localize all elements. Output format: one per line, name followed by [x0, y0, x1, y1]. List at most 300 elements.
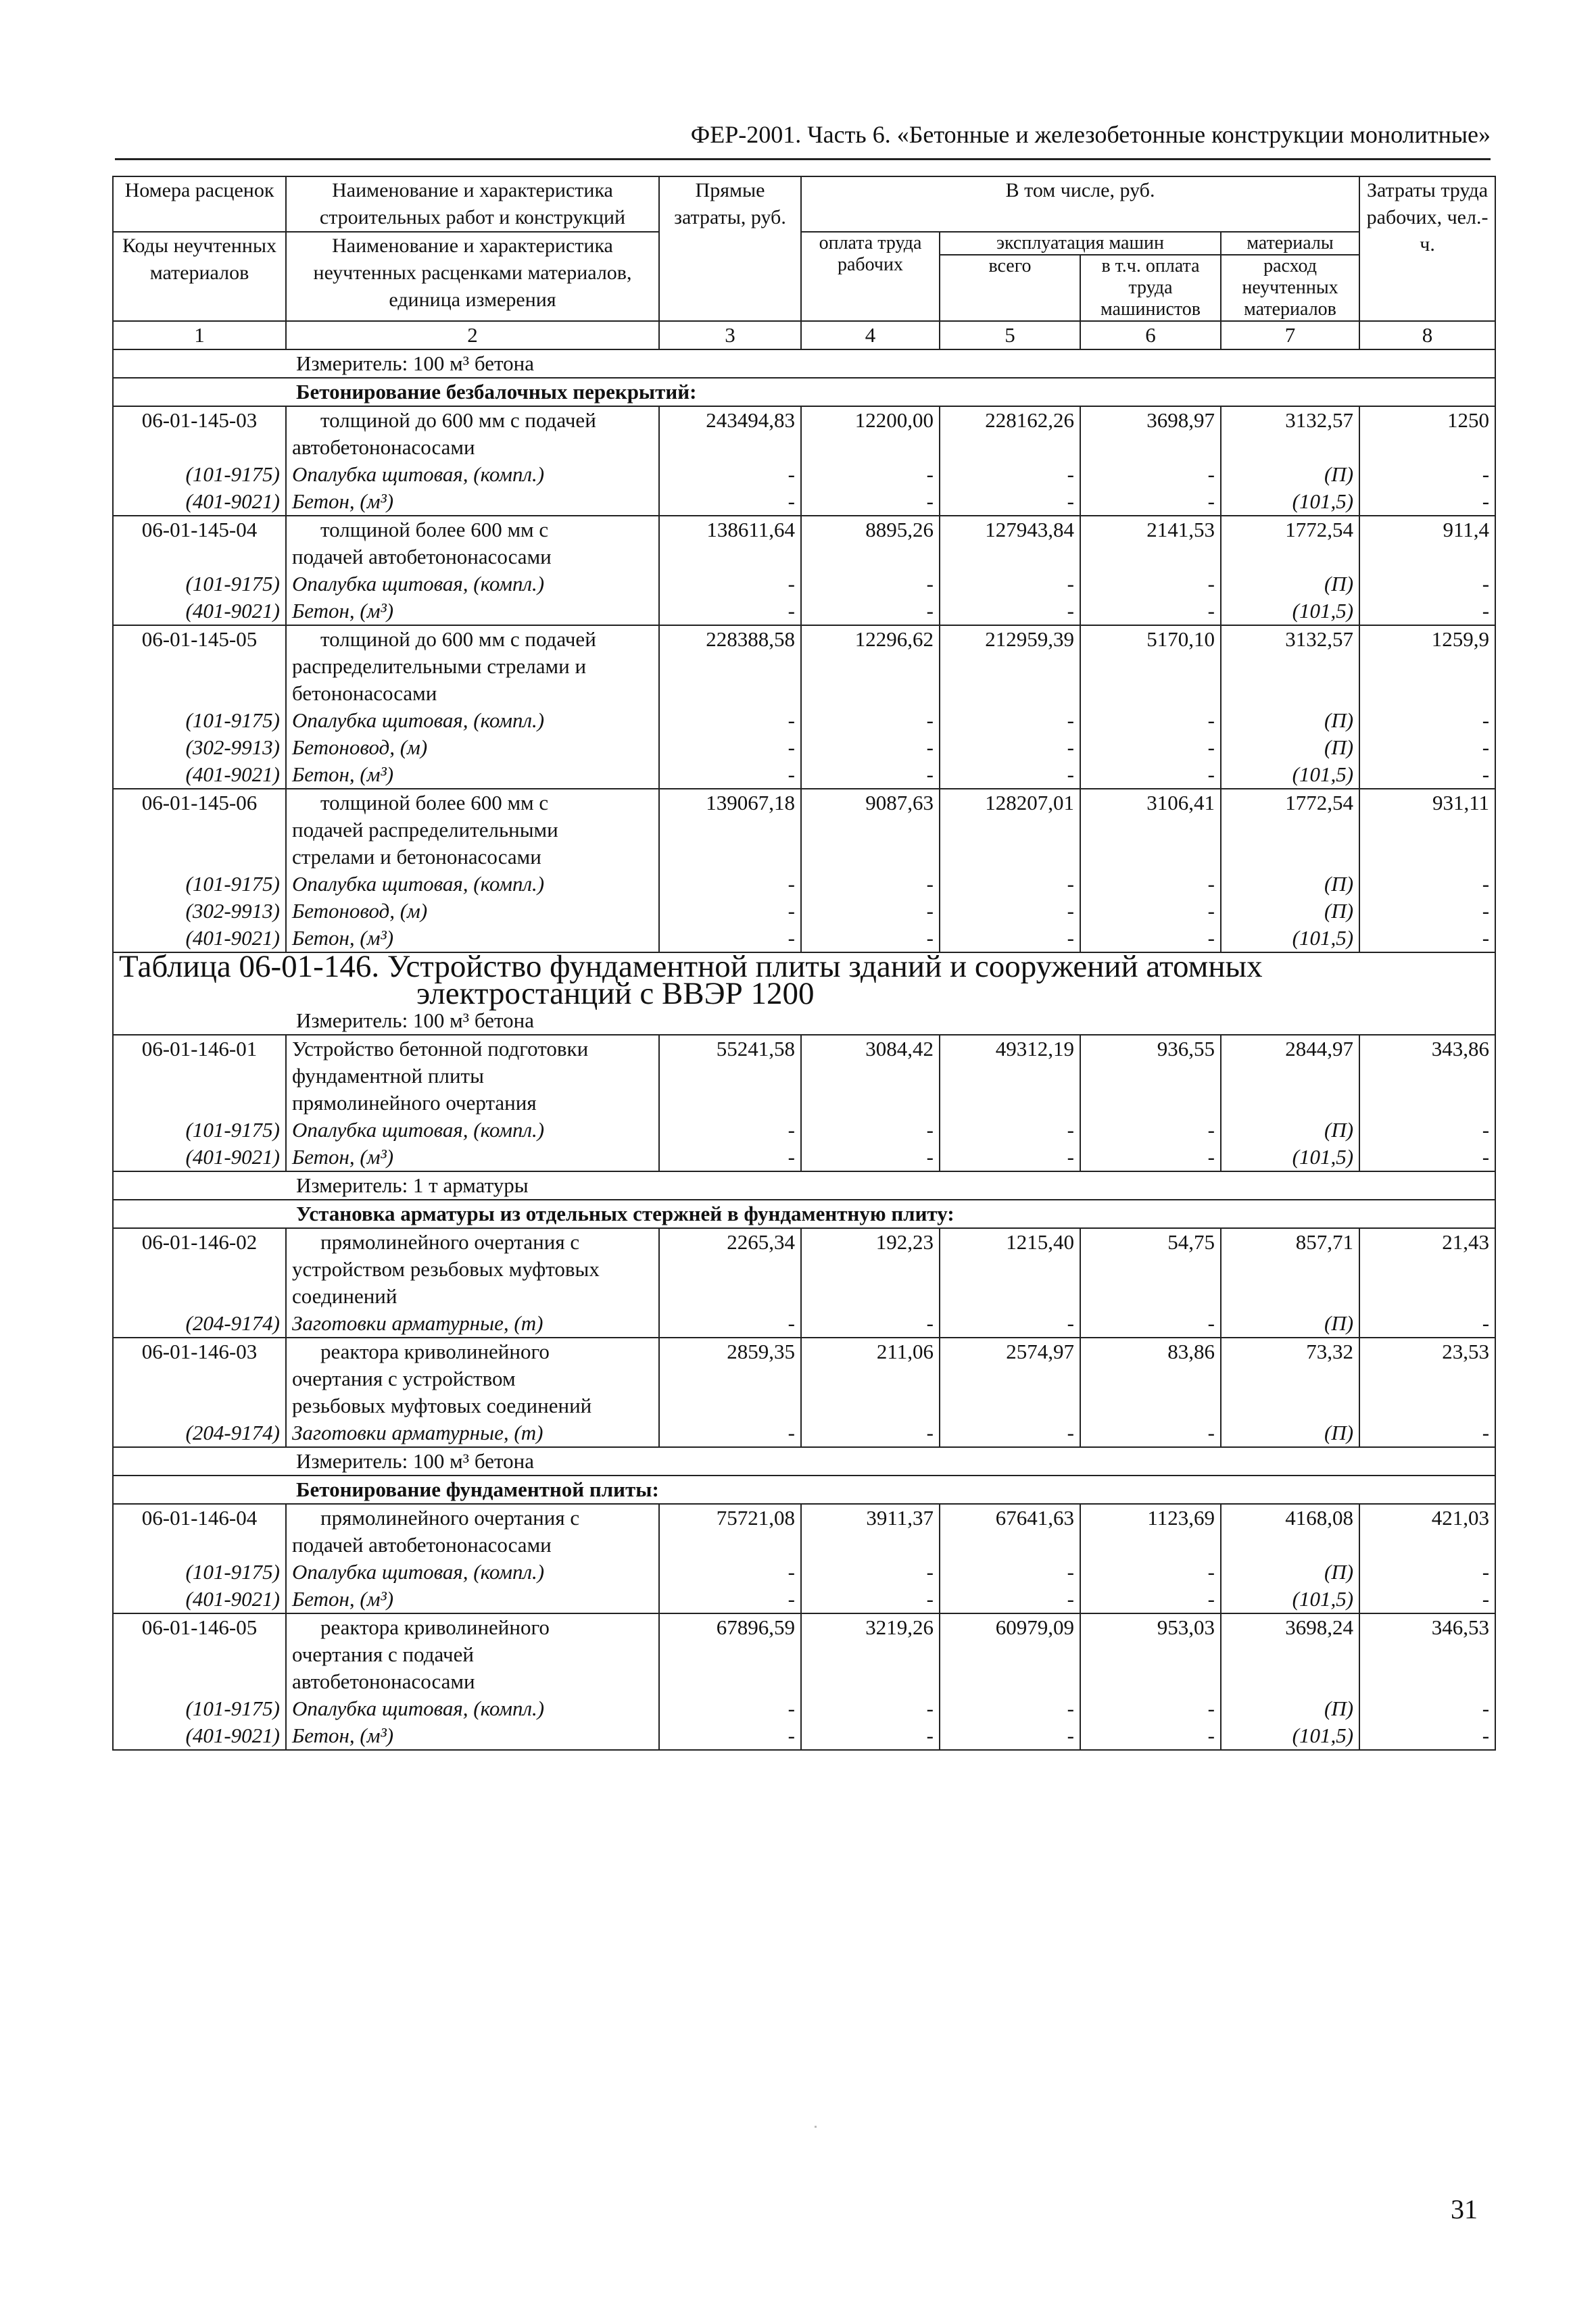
- column-number: 4: [801, 321, 940, 349]
- material-machinists: -: [1080, 734, 1221, 761]
- material-code: (101-9175): [113, 461, 286, 488]
- section-row: [113, 1476, 1495, 1504]
- material-row: [113, 1419, 1495, 1447]
- materials-cost: 73,32: [1221, 1338, 1359, 1419]
- machines-total: 212959,39: [940, 625, 1080, 707]
- materials-cost: 3132,57: [1221, 625, 1359, 707]
- measure-label: Измеритель: 100 м³ бетона: [113, 1447, 1495, 1476]
- table-row: [113, 1338, 1495, 1419]
- table-title-line2: электростанций с ВВЭР 1200: [416, 976, 815, 1011]
- price-table: [112, 176, 1496, 1751]
- measure-label: Измеритель: 1 т арматуры: [113, 1171, 1495, 1200]
- labor-hours: 931,11: [1359, 789, 1495, 871]
- machinists-pay: 936,55: [1080, 1035, 1221, 1117]
- material-machines: -: [940, 1559, 1080, 1586]
- material-consumption: (101,5): [1221, 1144, 1359, 1171]
- description-line: фундаментной плиты: [292, 1064, 484, 1088]
- material-name: Бетон, (м³): [286, 1586, 659, 1613]
- material-machines: -: [940, 570, 1080, 598]
- material-consumption: (П): [1221, 1419, 1359, 1447]
- machinists-pay: 1123,69: [1080, 1504, 1221, 1559]
- machinists-pay: 2141,53: [1080, 516, 1221, 570]
- description-line: подачей автобетононасосами: [292, 1533, 552, 1557]
- column-number: 5: [940, 321, 1080, 349]
- description-line: автобетононасосами: [292, 1670, 475, 1693]
- material-row: [113, 1695, 1495, 1722]
- rate-code: 06-01-146-02: [113, 1228, 286, 1310]
- description-line: прямолинейного очертания с: [320, 1506, 580, 1530]
- material-row: [113, 734, 1495, 761]
- material-labor: -: [1359, 1419, 1495, 1447]
- description-line: очертания с подачей: [292, 1642, 474, 1666]
- machinists-pay: 3106,41: [1080, 789, 1221, 871]
- material-direct: -: [659, 488, 801, 516]
- machines-total: 128207,01: [940, 789, 1080, 871]
- machines-total: 2574,97: [940, 1338, 1080, 1419]
- labor-hours: 343,86: [1359, 1035, 1495, 1117]
- material-labor: -: [1359, 1559, 1495, 1586]
- description-line: толщиной более 600 мм с: [320, 791, 549, 814]
- material-machinists: -: [1080, 898, 1221, 925]
- labor-hours: 1250: [1359, 406, 1495, 461]
- material-row: [113, 598, 1495, 625]
- material-row: [113, 898, 1495, 925]
- material-consumption: (101,5): [1221, 598, 1359, 625]
- material-code: (401-9021): [113, 925, 286, 952]
- material-name: Бетон, (м³): [286, 488, 659, 516]
- material-name: Бетон, (м³): [286, 1144, 659, 1171]
- material-name: Опалубка щитовая, (компл.): [286, 570, 659, 598]
- material-code: (101-9175): [113, 1695, 286, 1722]
- material-consumption: (П): [1221, 1310, 1359, 1338]
- material-labor: -: [1359, 461, 1495, 488]
- material-labor: -: [1359, 598, 1495, 625]
- material-pay: -: [801, 1695, 940, 1722]
- description-line: устройством резьбовых муфтовых: [292, 1257, 600, 1281]
- measure-row: [113, 1007, 1495, 1035]
- material-pay: -: [801, 1144, 940, 1171]
- material-code: (204-9174): [113, 1419, 286, 1447]
- material-labor: -: [1359, 1117, 1495, 1144]
- header-col1-top: Номера расценок: [113, 176, 286, 232]
- material-consumption: (101,5): [1221, 1722, 1359, 1750]
- section-heading: Установка арматуры из отдельных стержней в фундаментную плиту:: [113, 1200, 1495, 1228]
- material-consumption: (П): [1221, 707, 1359, 734]
- workers-pay: 9087,63: [801, 789, 940, 871]
- material-row: [113, 707, 1495, 734]
- materials-cost: 4168,08: [1221, 1504, 1359, 1559]
- material-machines: -: [940, 1310, 1080, 1338]
- material-name: Бетон, (м³): [286, 1722, 659, 1750]
- table-row: [113, 625, 1495, 707]
- column-number: 3: [659, 321, 801, 349]
- material-pay: -: [801, 734, 940, 761]
- header-materials-consumption: расход неучтенных материалов: [1221, 255, 1359, 321]
- description-line: бетононасосами: [292, 681, 437, 705]
- material-pay: -: [801, 925, 940, 952]
- materials-cost: 857,71: [1221, 1228, 1359, 1310]
- direct-cost: 2859,35: [659, 1338, 801, 1419]
- materials-cost: 3698,24: [1221, 1613, 1359, 1695]
- material-row: [113, 761, 1495, 789]
- material-machines: -: [940, 598, 1080, 625]
- material-pay: -: [801, 488, 940, 516]
- material-code: (401-9021): [113, 1586, 286, 1613]
- work-description: [286, 1035, 659, 1117]
- machinists-pay: 5170,10: [1080, 625, 1221, 707]
- table-title-row: [113, 952, 1495, 1007]
- material-machines: -: [940, 734, 1080, 761]
- material-name: Опалубка щитовая, (компл.): [286, 1695, 659, 1722]
- work-description: [286, 516, 659, 570]
- machinists-pay: 3698,97: [1080, 406, 1221, 461]
- material-machines: -: [940, 1722, 1080, 1750]
- material-direct: -: [659, 598, 801, 625]
- work-description: [286, 406, 659, 461]
- labor-hours: 21,43: [1359, 1228, 1495, 1310]
- material-pay: -: [801, 871, 940, 898]
- material-name: Опалубка щитовая, (компл.): [286, 707, 659, 734]
- measure-row: [113, 1447, 1495, 1476]
- table-row: [113, 1613, 1495, 1695]
- machines-total: 228162,26: [940, 406, 1080, 461]
- material-machines: -: [940, 1144, 1080, 1171]
- header-col2-top: Наименование и характеристика строительных работ и конструкций: [286, 176, 659, 232]
- column-number: 8: [1359, 321, 1495, 349]
- table-row: [113, 406, 1495, 461]
- header-machines-total: всего: [940, 255, 1080, 321]
- material-machinists: -: [1080, 461, 1221, 488]
- description-line: Устройство бетонной подготовки: [292, 1037, 589, 1061]
- material-direct: -: [659, 761, 801, 789]
- header-machines: эксплуатация машин: [940, 232, 1221, 255]
- material-row: [113, 1144, 1495, 1171]
- section-row: [113, 1200, 1495, 1228]
- machines-total: 127943,84: [940, 516, 1080, 570]
- material-row: [113, 1586, 1495, 1613]
- direct-cost: 2265,34: [659, 1228, 801, 1310]
- material-machines: -: [940, 761, 1080, 789]
- material-direct: -: [659, 1722, 801, 1750]
- table-row: [113, 1035, 1495, 1117]
- header-direct: Прямые затраты, руб.: [659, 176, 801, 321]
- material-labor: -: [1359, 707, 1495, 734]
- description-line: реактора криволинейного: [320, 1615, 550, 1639]
- running-head: ФЕР-2001. Часть 6. «Бетонные и железобетонные конструкции монолитные»: [115, 120, 1491, 160]
- material-machines: -: [940, 707, 1080, 734]
- materials-cost: 1772,54: [1221, 789, 1359, 871]
- machines-total: 67641,63: [940, 1504, 1080, 1559]
- material-name: Бетон, (м³): [286, 925, 659, 952]
- workers-pay: 8895,26: [801, 516, 940, 570]
- material-machinists: -: [1080, 1586, 1221, 1613]
- rate-code: 06-01-146-01: [113, 1035, 286, 1117]
- material-consumption: (П): [1221, 461, 1359, 488]
- material-name: Заготовки арматурные, (т): [286, 1419, 659, 1447]
- column-number: 6: [1080, 321, 1221, 349]
- workers-pay: 3911,37: [801, 1504, 940, 1559]
- material-name: Бетон, (м³): [286, 761, 659, 789]
- page-number: 31: [1451, 2194, 1478, 2224]
- material-direct: -: [659, 461, 801, 488]
- material-consumption: (101,5): [1221, 488, 1359, 516]
- direct-cost: 228388,58: [659, 625, 801, 707]
- header-col1-bottom: Коды неучтенных материалов: [113, 232, 286, 321]
- material-machinists: -: [1080, 1144, 1221, 1171]
- material-machinists: -: [1080, 598, 1221, 625]
- material-machinists: -: [1080, 1695, 1221, 1722]
- material-pay: -: [801, 1586, 940, 1613]
- material-direct: -: [659, 1310, 801, 1338]
- material-direct: -: [659, 871, 801, 898]
- rate-code: 06-01-146-03: [113, 1338, 286, 1419]
- material-consumption: (П): [1221, 1695, 1359, 1722]
- header-materials: материалы: [1221, 232, 1359, 255]
- table-row: [113, 1228, 1495, 1310]
- rate-code: 06-01-146-05: [113, 1613, 286, 1695]
- material-consumption: (101,5): [1221, 761, 1359, 789]
- material-pay: -: [801, 1419, 940, 1447]
- direct-cost: 75721,08: [659, 1504, 801, 1559]
- machinists-pay: 83,86: [1080, 1338, 1221, 1419]
- material-row: [113, 1559, 1495, 1586]
- rate-code: 06-01-145-03: [113, 406, 286, 461]
- direct-cost: 138611,64: [659, 516, 801, 570]
- material-direct: -: [659, 1559, 801, 1586]
- direct-cost: 243494,83: [659, 406, 801, 461]
- material-machinists: -: [1080, 488, 1221, 516]
- material-machines: -: [940, 1695, 1080, 1722]
- section-row: [113, 378, 1495, 406]
- machinists-pay: 54,75: [1080, 1228, 1221, 1310]
- material-consumption: (101,5): [1221, 925, 1359, 952]
- material-machinists: -: [1080, 1559, 1221, 1586]
- work-description: [286, 1338, 659, 1419]
- material-direct: -: [659, 1144, 801, 1171]
- rate-code: 06-01-145-06: [113, 789, 286, 871]
- description-line: резьбовых муфтовых соединений: [292, 1394, 592, 1417]
- material-consumption: (П): [1221, 570, 1359, 598]
- material-pay: -: [801, 761, 940, 789]
- table-row: [113, 516, 1495, 570]
- rate-code: 06-01-146-04: [113, 1504, 286, 1559]
- description-line: очертания с устройством: [292, 1367, 516, 1390]
- machines-total: 1215,40: [940, 1228, 1080, 1310]
- measure-label: Измеритель: 100 м³ бетона: [113, 349, 1495, 378]
- table-row: [113, 1504, 1495, 1559]
- material-row: [113, 570, 1495, 598]
- material-consumption: (П): [1221, 898, 1359, 925]
- materials-cost: 1772,54: [1221, 516, 1359, 570]
- labor-hours: 23,53: [1359, 1338, 1495, 1419]
- material-code: (101-9175): [113, 570, 286, 598]
- material-labor: -: [1359, 761, 1495, 789]
- material-direct: -: [659, 1586, 801, 1613]
- section-heading: Бетонирование фундаментной плиты:: [113, 1476, 1495, 1504]
- material-labor: -: [1359, 1144, 1495, 1171]
- description-line: подачей распределительными: [292, 818, 558, 842]
- material-machinists: -: [1080, 707, 1221, 734]
- material-row: [113, 461, 1495, 488]
- material-code: (401-9021): [113, 598, 286, 625]
- material-machines: -: [940, 898, 1080, 925]
- description-line: соединений: [292, 1284, 397, 1308]
- material-pay: -: [801, 461, 940, 488]
- direct-cost: 67896,59: [659, 1613, 801, 1695]
- workers-pay: 211,06: [801, 1338, 940, 1419]
- rate-code: 06-01-145-05: [113, 625, 286, 707]
- material-direct: -: [659, 570, 801, 598]
- material-machinists: -: [1080, 925, 1221, 952]
- material-name: Опалубка щитовая, (компл.): [286, 1559, 659, 1586]
- material-row: [113, 871, 1495, 898]
- material-pay: -: [801, 1722, 940, 1750]
- work-description: [286, 789, 659, 871]
- header-including: В том числе, руб.: [801, 176, 1359, 232]
- workers-pay: 12200,00: [801, 406, 940, 461]
- material-code: (401-9021): [113, 488, 286, 516]
- material-consumption: (П): [1221, 871, 1359, 898]
- material-pay: -: [801, 1117, 940, 1144]
- material-consumption: (П): [1221, 1117, 1359, 1144]
- workers-pay: 12296,62: [801, 625, 940, 707]
- description-line: подачей автобетононасосами: [292, 545, 552, 568]
- machines-total: 49312,19: [940, 1035, 1080, 1117]
- material-code: (302-9913): [113, 734, 286, 761]
- material-pay: -: [801, 570, 940, 598]
- work-description: [286, 625, 659, 707]
- material-direct: -: [659, 734, 801, 761]
- description-line: реактора криволинейного: [320, 1340, 550, 1363]
- material-code: (401-9021): [113, 1722, 286, 1750]
- material-code: (101-9175): [113, 871, 286, 898]
- labor-hours: 346,53: [1359, 1613, 1495, 1695]
- work-description: [286, 1228, 659, 1310]
- material-labor: -: [1359, 1722, 1495, 1750]
- description-line: стрелами и бетононасосами: [292, 845, 541, 869]
- material-machinists: -: [1080, 1722, 1221, 1750]
- material-labor: -: [1359, 1310, 1495, 1338]
- material-code: (302-9913): [113, 898, 286, 925]
- material-name: Опалубка щитовая, (компл.): [286, 461, 659, 488]
- material-consumption: (П): [1221, 734, 1359, 761]
- material-name: Опалубка щитовая, (компл.): [286, 1117, 659, 1144]
- material-machines: -: [940, 1419, 1080, 1447]
- material-labor: -: [1359, 871, 1495, 898]
- material-code: (101-9175): [113, 707, 286, 734]
- material-machinists: -: [1080, 1310, 1221, 1338]
- material-labor: -: [1359, 570, 1495, 598]
- material-labor: -: [1359, 734, 1495, 761]
- workers-pay: 192,23: [801, 1228, 940, 1310]
- description-line: толщиной до 600 мм с подачей: [320, 408, 596, 432]
- machinists-pay: 953,03: [1080, 1613, 1221, 1695]
- material-name: Бетоновод, (м): [286, 898, 659, 925]
- materials-cost: 2844,97: [1221, 1035, 1359, 1117]
- material-machines: -: [940, 871, 1080, 898]
- description-line: прямолинейного очертания с: [320, 1230, 580, 1254]
- material-pay: -: [801, 898, 940, 925]
- materials-cost: 3132,57: [1221, 406, 1359, 461]
- table-title: [113, 949, 1495, 1011]
- description-line: толщиной до 600 мм с подачей: [320, 627, 596, 651]
- material-labor: -: [1359, 925, 1495, 952]
- work-description: [286, 1613, 659, 1695]
- section-heading: Бетонирование безбалочных перекрытий:: [113, 378, 1495, 406]
- workers-pay: 3219,26: [801, 1613, 940, 1695]
- material-code: (101-9175): [113, 1559, 286, 1586]
- description-line: толщиной более 600 мм с: [320, 518, 549, 541]
- labor-hours: 1259,9: [1359, 625, 1495, 707]
- material-consumption: (П): [1221, 1559, 1359, 1586]
- material-row: [113, 1310, 1495, 1338]
- material-code: (101-9175): [113, 1117, 286, 1144]
- material-direct: -: [659, 898, 801, 925]
- material-name: Бетоновод, (м): [286, 734, 659, 761]
- material-direct: -: [659, 925, 801, 952]
- material-machines: -: [940, 461, 1080, 488]
- material-direct: -: [659, 1419, 801, 1447]
- measure-row: [113, 349, 1495, 378]
- material-direct: -: [659, 707, 801, 734]
- material-name: Бетон, (м³): [286, 598, 659, 625]
- material-labor: -: [1359, 488, 1495, 516]
- material-consumption: (101,5): [1221, 1586, 1359, 1613]
- labor-hours: 421,03: [1359, 1504, 1495, 1559]
- material-pay: -: [801, 1559, 940, 1586]
- table-body: [113, 349, 1495, 1750]
- direct-cost: 55241,58: [659, 1035, 801, 1117]
- material-labor: -: [1359, 898, 1495, 925]
- material-row: [113, 1117, 1495, 1144]
- description-line: распределительными стрелами и: [292, 654, 587, 678]
- header-machines-pay: в т.ч. оплата труда машинистов: [1080, 255, 1221, 321]
- material-machines: -: [940, 488, 1080, 516]
- material-machinists: -: [1080, 1117, 1221, 1144]
- material-code: (204-9174): [113, 1310, 286, 1338]
- column-numbers: [113, 321, 1495, 349]
- material-code: (401-9021): [113, 761, 286, 789]
- table-header: [113, 176, 1495, 349]
- description-line: прямолинейного очертания: [292, 1091, 537, 1115]
- material-row: [113, 925, 1495, 952]
- material-machinists: -: [1080, 871, 1221, 898]
- workers-pay: 3084,42: [801, 1035, 940, 1117]
- rate-code: 06-01-145-04: [113, 516, 286, 570]
- material-labor: -: [1359, 1695, 1495, 1722]
- header-labor: Затраты труда рабочих, чел.-ч.: [1359, 176, 1495, 321]
- material-machinists: -: [1080, 1419, 1221, 1447]
- table-row: [113, 789, 1495, 871]
- header-pay-workers: оплата труда рабочих: [801, 232, 940, 321]
- material-name: Опалубка щитовая, (компл.): [286, 871, 659, 898]
- material-machines: -: [940, 1586, 1080, 1613]
- header-col2-bottom: Наименование и характеристика неучтенных расценками материалов, единица измерения: [286, 232, 659, 321]
- measure-row: [113, 1171, 1495, 1200]
- column-number: 2: [286, 321, 659, 349]
- material-direct: -: [659, 1117, 801, 1144]
- material-machinists: -: [1080, 570, 1221, 598]
- material-code: (401-9021): [113, 1144, 286, 1171]
- material-row: [113, 1722, 1495, 1750]
- material-machinists: -: [1080, 761, 1221, 789]
- material-row: [113, 488, 1495, 516]
- machines-total: 60979,09: [940, 1613, 1080, 1695]
- material-machines: -: [940, 925, 1080, 952]
- material-machines: -: [940, 1117, 1080, 1144]
- column-number: 1: [113, 321, 286, 349]
- material-direct: -: [659, 1695, 801, 1722]
